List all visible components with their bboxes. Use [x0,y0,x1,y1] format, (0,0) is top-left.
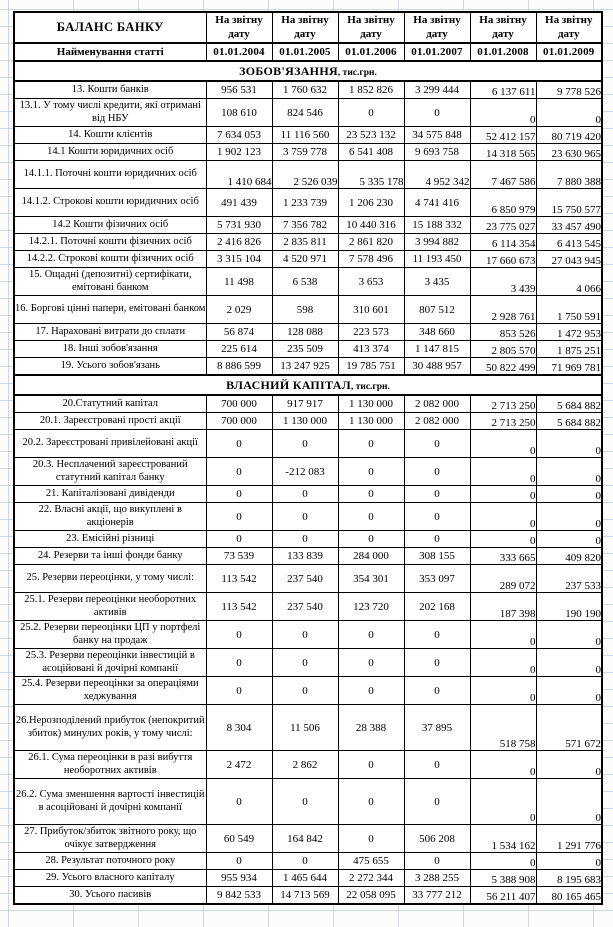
table-row [14,161,602,189]
col-header: На звітну дату [338,12,404,43]
value-cell: 8 886 599 [206,358,272,376]
table-row [14,234,602,251]
value-cell: 128 088 [272,324,338,341]
value-cell: 0 [338,649,404,677]
value-cell: 0 [206,486,272,503]
row-label: 26.2. Сума зменшення вартості інвестицій в асоційовані й дочірні компанії [14,779,206,825]
table-title: БАЛАНС БАНКУ [14,12,206,43]
col-header: На звітну дату [404,12,470,43]
value-cell: 1 233 739 [272,189,338,217]
value-cell: 284 000 [338,548,404,565]
value-cell: 2 928 761 [470,296,536,324]
row-label: 16. Боргові цінні папери, емітовані банком [14,296,206,324]
value-cell: 0 [470,486,536,503]
value-cell: 1 130 000 [338,395,404,413]
value-cell: 0 [470,853,536,870]
value-cell: 1 472 953 [536,324,602,341]
value-cell: 0 [338,825,404,853]
value-cell: 2 805 570 [470,341,536,358]
value-cell: 223 573 [338,324,404,341]
value-cell: 4 952 342 [404,161,470,189]
row-header-label: Найменування статті [14,43,206,61]
value-cell: 7 578 496 [338,251,404,268]
table-row [14,99,602,127]
value-cell: 164 842 [272,825,338,853]
value-cell: 0 [470,531,536,548]
value-cell: 955 934 [206,870,272,887]
value-cell: 0 [470,677,536,705]
value-cell: 0 [338,621,404,649]
table-row [14,649,602,677]
section-header-row [14,375,602,395]
value-cell: 6 538 [272,268,338,296]
section-title: ВЛАСНИЙ КАПІТАЛ [226,378,351,392]
value-cell: 0 [404,486,470,503]
value-cell: 6 541 408 [338,144,404,161]
row-label: 25.2. Резерви переоцінки ЦП у портфелі банку на продаж [14,621,206,649]
value-cell: 0 [338,751,404,779]
value-cell: 60 549 [206,825,272,853]
value-cell: 0 [536,99,602,127]
value-cell: 30 488 957 [404,358,470,376]
table-row [14,127,602,144]
value-cell: 15 188 332 [404,217,470,234]
value-cell: 13 247 925 [272,358,338,376]
value-cell: 289 072 [470,565,536,593]
value-cell: 1 147 815 [404,341,470,358]
value-cell: 0 [404,621,470,649]
value-cell: 56 211 407 [470,887,536,905]
table-row [14,296,602,324]
value-cell: 0 [338,531,404,548]
value-cell: 33 457 490 [536,217,602,234]
value-cell: 4 066 [536,268,602,296]
value-cell: 33 777 212 [404,887,470,905]
value-cell: 8 304 [206,705,272,751]
value-cell: 0 [536,503,602,531]
value-cell: 0 [272,486,338,503]
value-cell: 0 [470,649,536,677]
table-row [14,413,602,430]
value-cell: 2 472 [206,751,272,779]
value-cell: 491 439 [206,189,272,217]
table-row [14,217,602,234]
value-cell: 3 299 444 [404,81,470,99]
value-cell: 0 [404,458,470,486]
value-cell: 113 542 [206,565,272,593]
row-label: 14.1 Кошти юридичних осіб [14,144,206,161]
value-cell: 3 653 [338,268,404,296]
value-cell: 0 [536,531,602,548]
value-cell: 1 130 000 [338,413,404,430]
table-row [14,870,602,887]
bank-balance-table [13,11,603,905]
value-cell: 14 318 565 [470,144,536,161]
value-cell: 15 750 577 [536,189,602,217]
value-cell: 333 665 [470,548,536,565]
table-body [14,12,602,904]
value-cell: 113 542 [206,593,272,621]
row-label: 25.1. Резерви переоцінки необоротних активів [14,593,206,621]
value-cell: 190 190 [536,593,602,621]
row-label: 20.2. Зареєстровані привілейовані акції [14,430,206,458]
value-cell: 2 272 344 [338,870,404,887]
section-title: ЗОБОВ'ЯЗАННЯ [239,64,338,78]
value-cell: 23 630 965 [536,144,602,161]
table-row [14,565,602,593]
section-header [14,375,602,395]
value-cell: 2 082 000 [404,395,470,413]
value-cell: 133 839 [272,548,338,565]
value-cell: 4 520 971 [272,251,338,268]
value-cell: 52 412 157 [470,127,536,144]
col-header: На звітну дату [536,12,602,43]
value-cell: 50 822 499 [470,358,536,376]
table-row [14,751,602,779]
value-cell: 6 850 979 [470,189,536,217]
row-label: 14.1.2. Строкові кошти юридичних осіб [14,189,206,217]
value-cell: 0 [404,649,470,677]
value-cell: 6 137 611 [470,81,536,99]
value-cell: 3 288 255 [404,870,470,887]
date-header: 01.01.2009 [536,43,602,61]
row-label: 14.1.1. Поточні кошти юридичних осіб [14,161,206,189]
value-cell: 0 [272,621,338,649]
value-cell: 1 902 123 [206,144,272,161]
value-cell: 225 614 [206,341,272,358]
value-cell: 5 684 882 [536,395,602,413]
row-label: 24. Резерви та інші фонди банку [14,548,206,565]
value-cell: 917 917 [272,395,338,413]
value-cell: 0 [338,779,404,825]
value-cell: 0 [338,430,404,458]
table-row [14,705,602,751]
value-cell: 1 465 644 [272,870,338,887]
value-cell: 0 [404,779,470,825]
value-cell: 237 533 [536,565,602,593]
table-row [14,825,602,853]
value-cell: 9 693 758 [404,144,470,161]
value-cell: 0 [536,677,602,705]
row-label: 14.2.2. Строкові кошти фізичних осіб [14,251,206,268]
value-cell: 0 [536,621,602,649]
value-cell: 0 [338,486,404,503]
table-row [14,189,602,217]
value-cell: 2 416 826 [206,234,272,251]
value-cell: 0 [536,430,602,458]
value-cell: 9 778 526 [536,81,602,99]
value-cell: 2 861 820 [338,234,404,251]
table-row [14,341,602,358]
row-label: 21. Капіталізовані дивіденди [14,486,206,503]
value-cell: 0 [206,677,272,705]
value-cell: 475 655 [338,853,404,870]
value-cell: 0 [470,503,536,531]
row-label: 14. Кошти клієнтів [14,127,206,144]
col-header: На звітну дату [272,12,338,43]
table-row [14,887,602,905]
value-cell: 1 130 000 [272,413,338,430]
table-row [14,593,602,621]
value-cell: 0 [206,531,272,548]
value-cell: 5 388 908 [470,870,536,887]
table-row [14,251,602,268]
value-cell: 0 [206,458,272,486]
value-cell: 0 [404,751,470,779]
value-cell: 0 [536,649,602,677]
value-cell: 0 [404,503,470,531]
value-cell: 354 301 [338,565,404,593]
value-cell: 1 534 162 [470,825,536,853]
date-header: 01.01.2007 [404,43,470,61]
value-cell: 123 720 [338,593,404,621]
value-cell: 0 [272,503,338,531]
value-cell: 7 356 782 [272,217,338,234]
value-cell: 80 719 420 [536,127,602,144]
value-cell: 2 862 [272,751,338,779]
value-cell: 23 523 132 [338,127,404,144]
table-row [14,779,602,825]
value-cell: 3 439 [470,268,536,296]
value-cell: 308 155 [404,548,470,565]
value-cell: 0 [470,430,536,458]
value-cell: 0 [206,430,272,458]
value-cell: 0 [338,458,404,486]
row-label: 18. Інші зобов'язання [14,341,206,358]
table-row [14,621,602,649]
value-cell: 6 114 354 [470,234,536,251]
value-cell: 3 315 104 [206,251,272,268]
value-cell: 598 [272,296,338,324]
value-cell: 2 713 250 [470,413,536,430]
col-header: На звітну дату [206,12,272,43]
table-row [14,503,602,531]
value-cell: 27 043 945 [536,251,602,268]
header-row [14,12,602,43]
row-label: 28. Результат поточного року [14,853,206,870]
table-row [14,324,602,341]
value-cell: 108 610 [206,99,272,127]
value-cell: 237 540 [272,593,338,621]
section-header [14,61,602,81]
table-row [14,395,602,413]
date-header: 01.01.2005 [272,43,338,61]
table-row [14,144,602,161]
value-cell: 1 875 251 [536,341,602,358]
value-cell: 71 969 781 [536,358,602,376]
value-cell: 3 759 778 [272,144,338,161]
value-cell: 1 852 826 [338,81,404,99]
row-label: 14.2 Кошти фізичних осіб [14,217,206,234]
value-cell: 2 713 250 [470,395,536,413]
value-cell: 413 374 [338,341,404,358]
value-cell: 1 206 230 [338,189,404,217]
value-cell: 0 [404,531,470,548]
value-cell: 8 195 683 [536,870,602,887]
value-cell: 0 [470,458,536,486]
value-cell: 5 335 178 [338,161,404,189]
row-label: 25.4. Резерви переоцінки за операціями хеджування [14,677,206,705]
value-cell: 11 116 560 [272,127,338,144]
value-cell: 700 000 [206,413,272,430]
value-cell: 80 165 465 [536,887,602,905]
value-cell: 0 [206,779,272,825]
value-cell: 2 082 000 [404,413,470,430]
row-label: 20.Статутний капітал [14,395,206,413]
row-label: 29. Усього власного капіталу [14,870,206,887]
value-cell: 7 467 586 [470,161,536,189]
table-row [14,548,602,565]
value-cell: 0 [338,677,404,705]
table-row [14,430,602,458]
value-cell: 409 820 [536,548,602,565]
value-cell: 0 [272,531,338,548]
value-cell: 2 835 811 [272,234,338,251]
value-cell: 853 526 [470,324,536,341]
value-cell: 11 193 450 [404,251,470,268]
date-header: 01.01.2006 [338,43,404,61]
value-cell: 0 [536,458,602,486]
value-cell: 0 [470,779,536,825]
value-cell: 0 [404,430,470,458]
value-cell: 0 [206,853,272,870]
value-cell: 56 874 [206,324,272,341]
dates-row [14,43,602,61]
value-cell: 348 660 [404,324,470,341]
section-unit: , тис.грн. [350,382,390,392]
value-cell: 235 509 [272,341,338,358]
value-cell: 5 684 882 [536,413,602,430]
value-cell: 0 [272,853,338,870]
row-label: 30. Усього пасивів [14,887,206,905]
row-label: 15. Ощадні (депозитні) сертифікати, емітовані банком [14,268,206,296]
row-label: 26.Нерозподілений прибуток (непокритий збиток) минулих років, у тому числі: [14,705,206,751]
row-label: 19. Усього зобов'язань [14,358,206,376]
col-header: На звітну дату [470,12,536,43]
value-cell: 187 398 [470,593,536,621]
table-row [14,531,602,548]
table-row [14,486,602,503]
date-header: 01.01.2004 [206,43,272,61]
value-cell: 2 526 039 [272,161,338,189]
value-cell: 10 440 316 [338,217,404,234]
value-cell: 7 880 388 [536,161,602,189]
value-cell: 9 842 533 [206,887,272,905]
value-cell: 7 634 053 [206,127,272,144]
value-cell: 37 895 [404,705,470,751]
value-cell: 22 058 095 [338,887,404,905]
value-cell: 310 601 [338,296,404,324]
value-cell: 237 540 [272,565,338,593]
value-cell: 2 029 [206,296,272,324]
value-cell: 1 760 632 [272,81,338,99]
table-row [14,81,602,99]
row-label: 22. Власні акції, що викуплені в акціонерів [14,503,206,531]
value-cell: 1 291 776 [536,825,602,853]
value-cell: 0 [536,486,602,503]
value-cell: 0 [470,621,536,649]
value-cell: 0 [272,677,338,705]
section-header-row [14,61,602,81]
value-cell: 5 731 930 [206,217,272,234]
row-label: 14.2.1. Поточні кошти фізичних осіб [14,234,206,251]
value-cell: 571 672 [536,705,602,751]
row-label: 20.1. Зареєстровані прості акції [14,413,206,430]
value-cell: 3 994 882 [404,234,470,251]
value-cell: 23 775 027 [470,217,536,234]
row-label: 27. Прибуток/збиток звітного року, що очікує затвердження [14,825,206,853]
value-cell: -212 083 [272,458,338,486]
value-cell: 34 575 848 [404,127,470,144]
value-cell: 0 [536,751,602,779]
row-label: 17. Нараховані витрати до сплати [14,324,206,341]
value-cell: 506 208 [404,825,470,853]
value-cell: 0 [272,779,338,825]
value-cell: 0 [470,99,536,127]
section-unit: , тис.грн. [337,68,377,78]
value-cell: 28 388 [338,705,404,751]
value-cell: 14 713 569 [272,887,338,905]
value-cell: 956 531 [206,81,272,99]
row-label: 23. Емісійні різниці [14,531,206,548]
value-cell: 0 [536,779,602,825]
value-cell: 0 [206,503,272,531]
table-row [14,358,602,376]
value-cell: 807 512 [404,296,470,324]
value-cell: 1 750 591 [536,296,602,324]
value-cell: 1 410 684 [206,161,272,189]
value-cell: 17 660 673 [470,251,536,268]
row-label: 20.3. Несплачений зареєстрований статутний капітал банку [14,458,206,486]
table-row [14,677,602,705]
value-cell: 353 097 [404,565,470,593]
value-cell: 4 741 416 [404,189,470,217]
row-label: 26.1. Сума переоцінки в разі вибуття необоротних активів [14,751,206,779]
value-cell: 11 498 [206,268,272,296]
row-label: 25. Резерви переоцінки, у тому числі: [14,565,206,593]
value-cell: 0 [338,99,404,127]
value-cell: 0 [272,649,338,677]
value-cell: 0 [206,649,272,677]
table-row [14,268,602,296]
value-cell: 202 168 [404,593,470,621]
value-cell: 824 546 [272,99,338,127]
value-cell: 3 435 [404,268,470,296]
date-header: 01.01.2008 [470,43,536,61]
value-cell: 700 000 [206,395,272,413]
row-label: 13.1. У тому числі кредити, які отримані від НБУ [14,99,206,127]
value-cell: 0 [404,853,470,870]
value-cell: 73 539 [206,548,272,565]
value-cell: 19 785 751 [338,358,404,376]
value-cell: 11 506 [272,705,338,751]
value-cell: 0 [404,99,470,127]
table-row [14,458,602,486]
row-label: 13. Кошти банків [14,81,206,99]
value-cell: 0 [404,677,470,705]
value-cell: 0 [272,430,338,458]
value-cell: 518 758 [470,705,536,751]
value-cell: 6 413 545 [536,234,602,251]
value-cell: 0 [338,503,404,531]
table-row [14,853,602,870]
row-label: 25.3. Резерви переоцінки інвестицій в асоційовані й дочірні компанії [14,649,206,677]
value-cell: 0 [206,621,272,649]
value-cell: 0 [536,853,602,870]
value-cell: 0 [470,751,536,779]
